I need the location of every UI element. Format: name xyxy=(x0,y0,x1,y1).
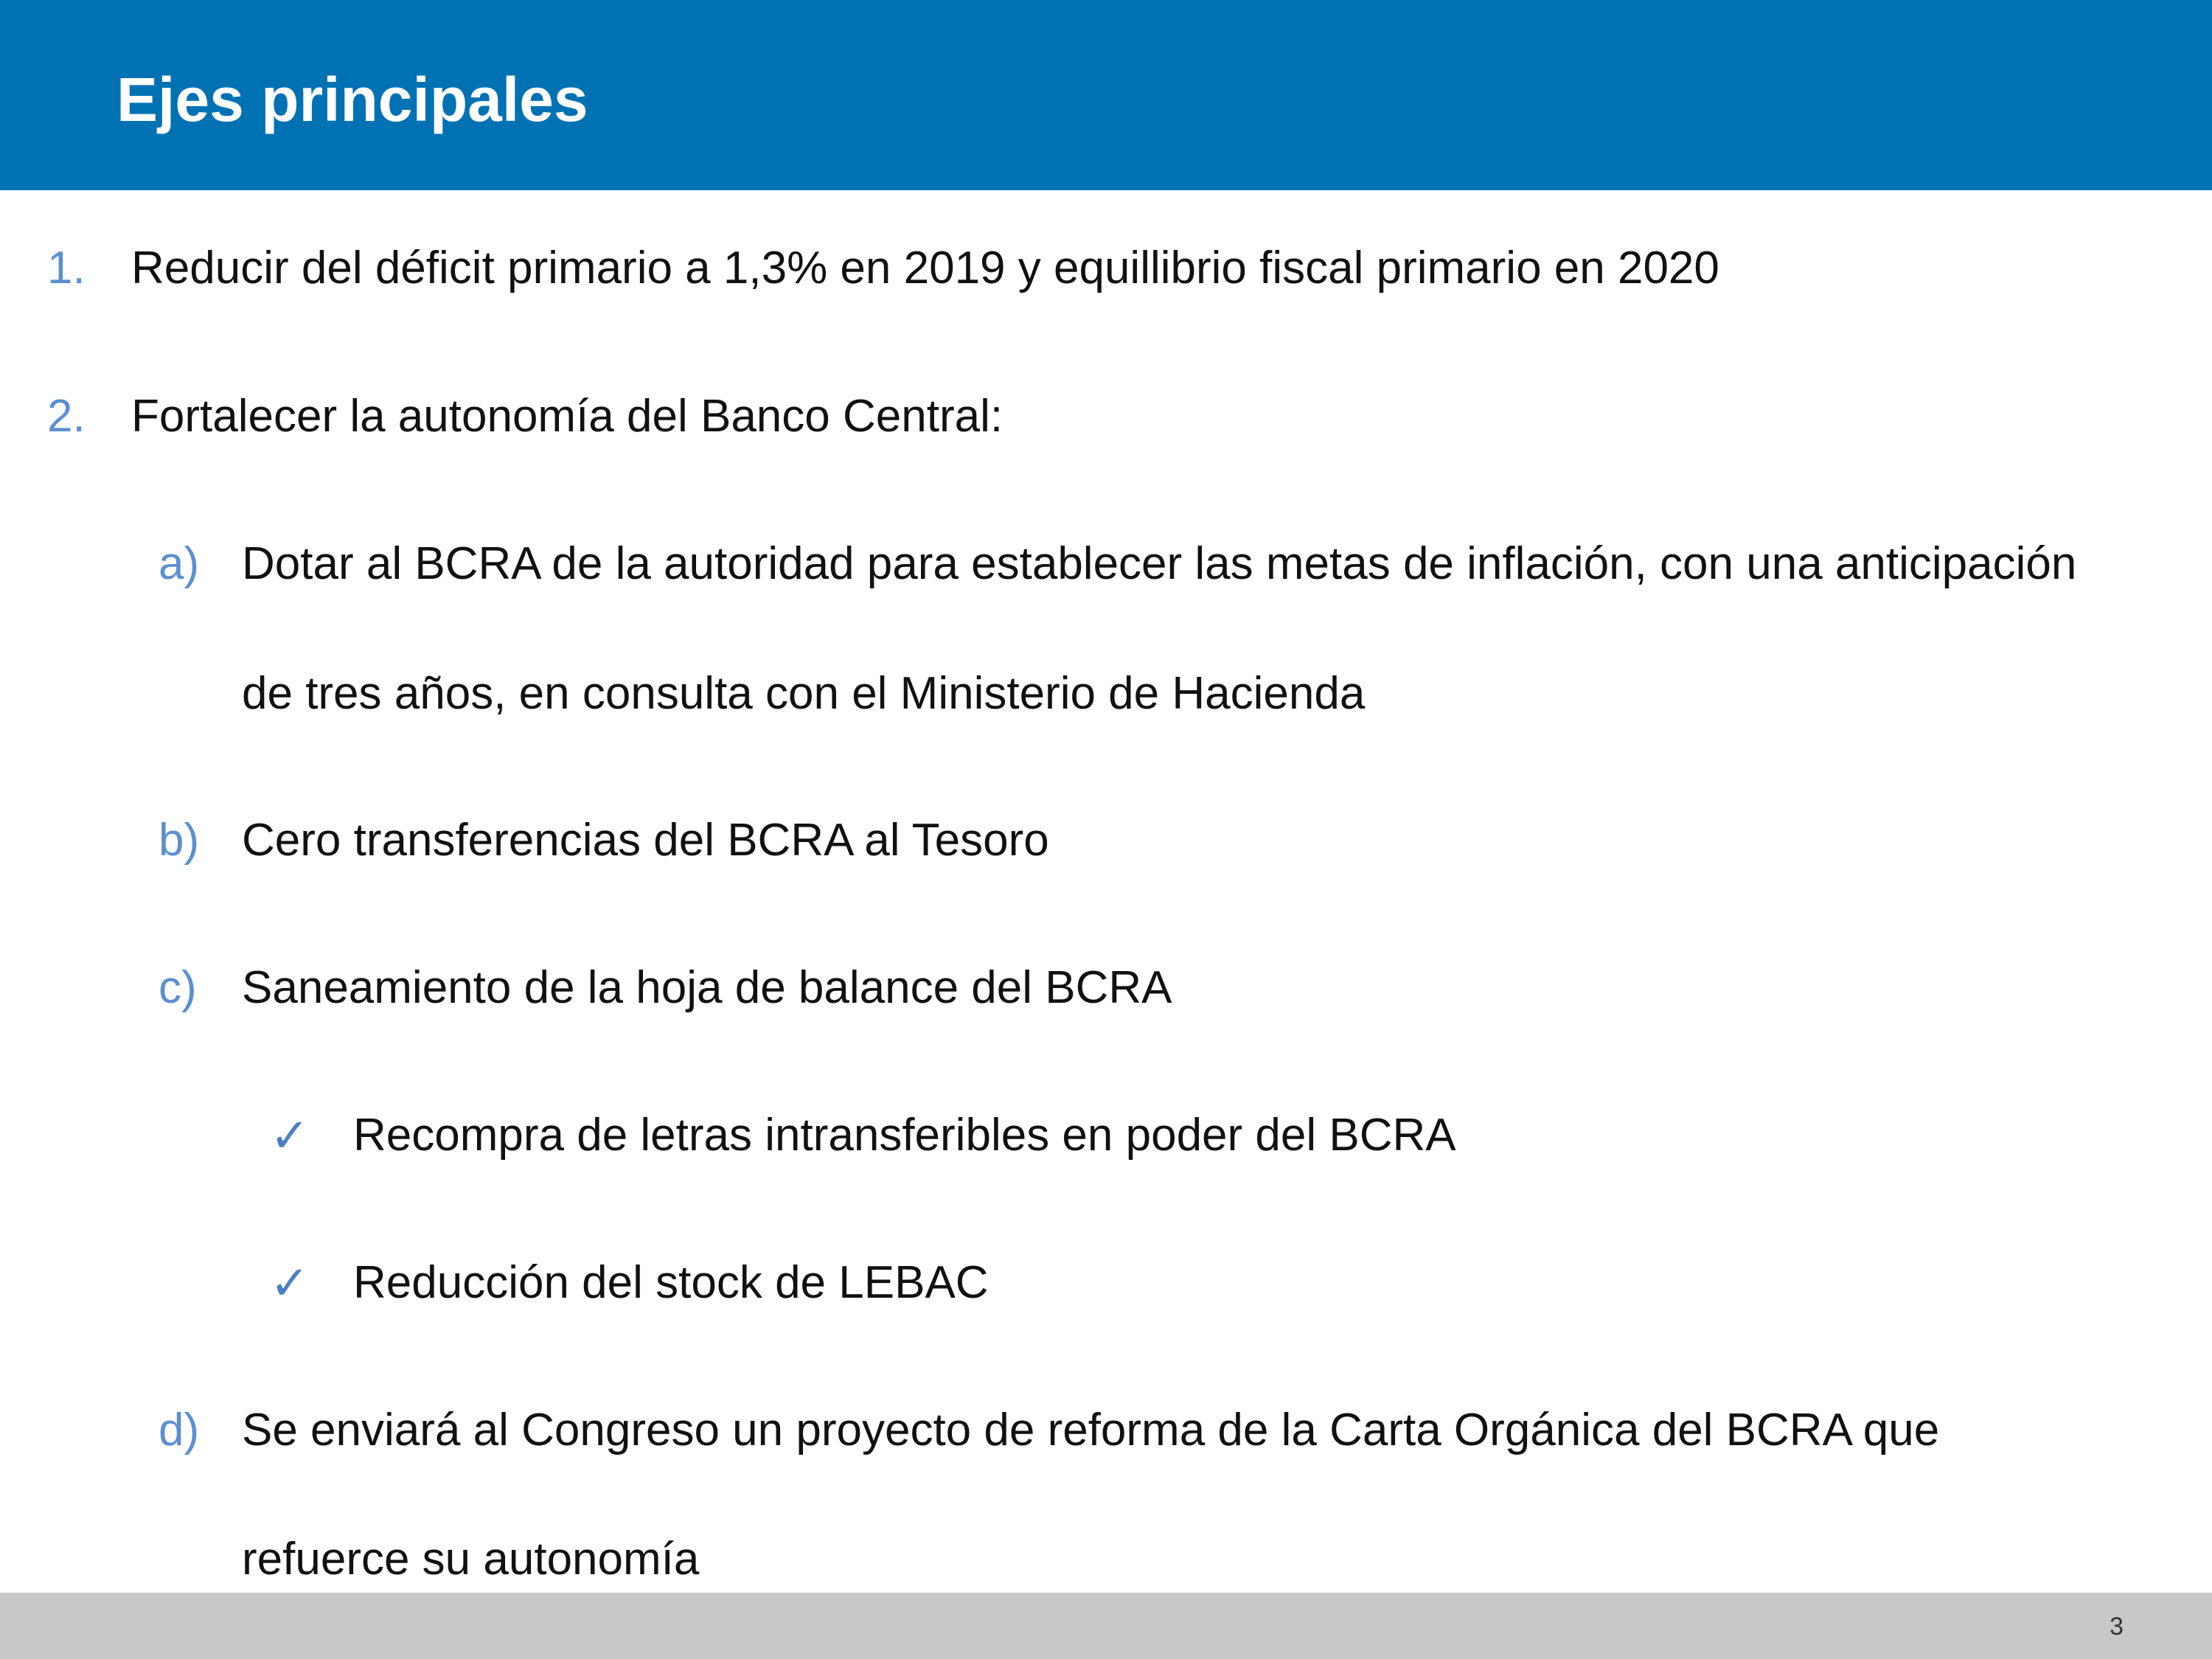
list-item-c: Saneamiento de la hoja de balance del BCRA xyxy=(242,962,1172,1013)
list-item-b: Cero transferencias del BCRA al Tesoro xyxy=(242,815,1049,866)
list-marker-1: 1. xyxy=(47,243,86,293)
page-number: 3 xyxy=(2110,1613,2124,1641)
slide-title: Ejes principales xyxy=(116,65,588,134)
list-marker-c: c) xyxy=(159,962,197,1013)
list-marker-b: b) xyxy=(159,815,200,866)
list-item-1: Reducir del déficit primario a 1,3% en 2019 y equillibrio fiscal primario en 2020 xyxy=(131,243,1719,293)
list-item-2: Fortalecer la autonomía del Banco Central: xyxy=(131,391,1004,442)
header-bar xyxy=(0,0,2212,190)
check-icon: ✓ xyxy=(270,1256,310,1310)
list-item-a-line2: de tres años, en consulta con el Ministerio de Hacienda xyxy=(242,668,1366,719)
check-icon: ✓ xyxy=(270,1109,310,1162)
list-marker-d: d) xyxy=(159,1405,200,1455)
list-item-d-line2: refuerce su autonomía xyxy=(242,1534,700,1585)
list-item-a-line1: Dotar al BCRA de la autoridad para establecer las metas de inflación, con una anticipación xyxy=(242,538,2077,589)
list-item-d-line1: Se enviará al Congreso un proyecto de reforma de la Carta Orgánica del BCRA que xyxy=(242,1405,1940,1455)
list-marker-a: a) xyxy=(159,538,200,589)
footer-bar xyxy=(0,1593,2212,1659)
list-item-c1: Recompra de letras intransferibles en poder del BCRA xyxy=(353,1110,1456,1161)
list-item-c2: Reducción del stock de LEBAC xyxy=(353,1257,989,1308)
list-marker-2: 2. xyxy=(47,391,86,442)
